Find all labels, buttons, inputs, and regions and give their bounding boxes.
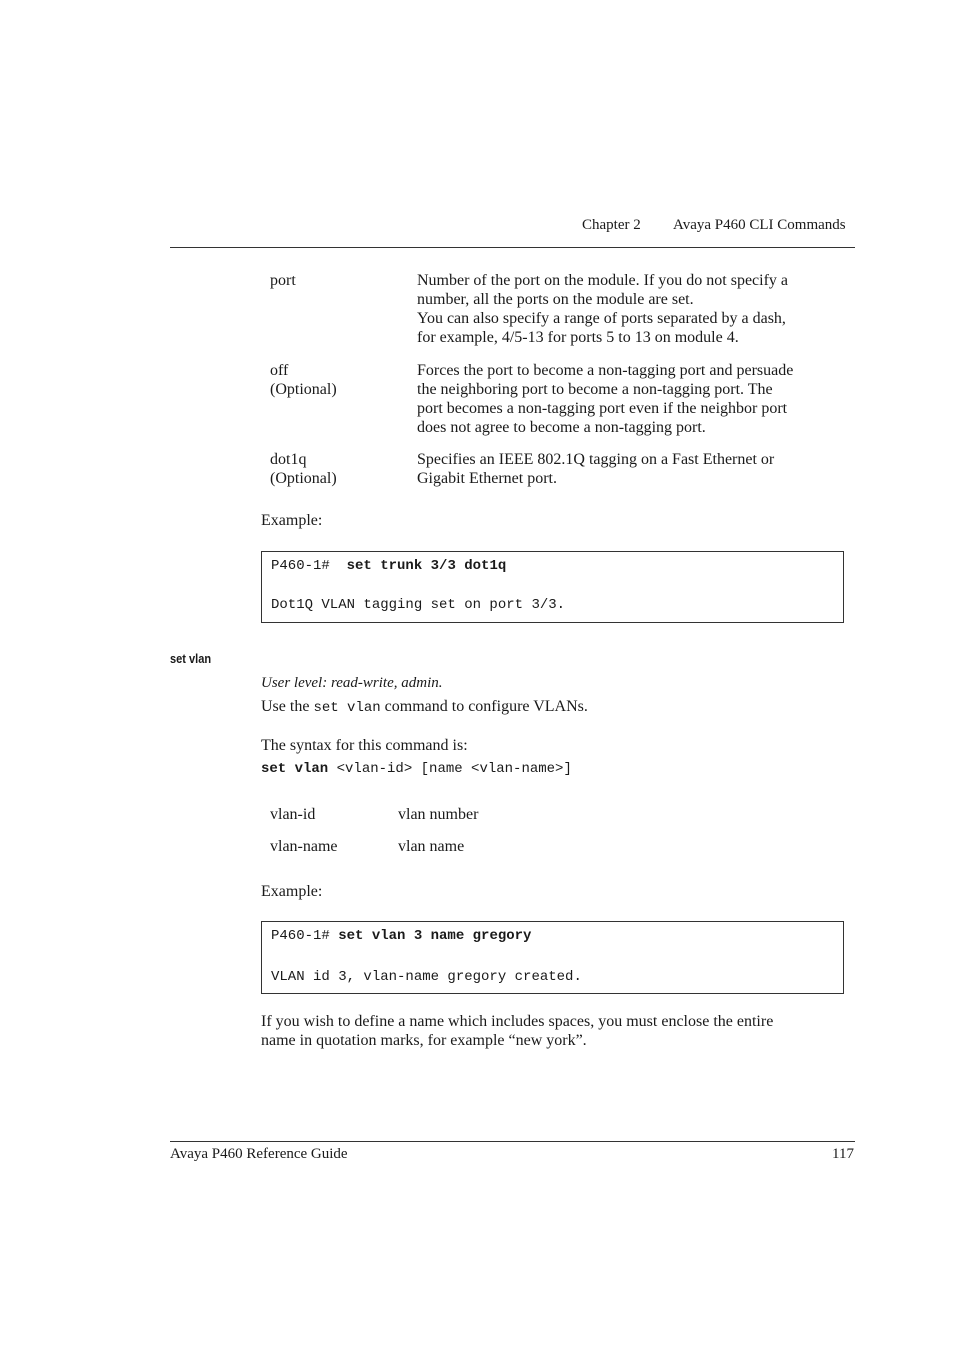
header-title: Avaya P460 CLI Commands (673, 217, 846, 233)
param-desc-off (417, 361, 793, 437)
name-line: (Optional) (270, 381, 337, 398)
desc-line: Gigabit Ethernet port. (417, 470, 557, 487)
param-name-vlan-id: vlan-id (270, 806, 316, 823)
code-output: Dot1Q VLAN tagging set on port 3/3. (271, 597, 566, 613)
code-example-1 (261, 551, 844, 623)
closing-note (261, 1012, 773, 1050)
desc-line: the neighboring port to become a non-tagging port. The (417, 381, 773, 398)
desc-line: Number of the port on the module. If you do not specify a (417, 272, 789, 289)
footer-page-number: 117 (832, 1146, 854, 1162)
code-line-command (271, 558, 506, 574)
user-level: User level: read-write, admin. (261, 675, 443, 691)
usage-sentence (261, 697, 588, 718)
code-prompt: P460-1# (271, 928, 330, 944)
syntax-intro: The syntax for this command is: (261, 737, 468, 754)
code-output: VLAN id 3, vlan-name gregory created. (271, 969, 582, 985)
code-command: set trunk 3/3 dot1q (346, 558, 507, 574)
name-line: dot1q (270, 451, 307, 468)
param-name-vlan-name: vlan-name (270, 838, 338, 855)
param-desc-vlan-id: vlan number (398, 806, 479, 823)
desc-line: number, all the ports on the module are set. (417, 291, 694, 308)
desc-line: Forces the port to become a non-tagging port and persuade (417, 362, 794, 379)
param-name-port: port (270, 272, 296, 289)
usage-command: set vlan (313, 700, 381, 716)
footer-rule (170, 1141, 855, 1142)
usage-prefix: Use the (261, 698, 310, 715)
usage-suffix: command to configure VLANs. (384, 698, 588, 715)
name-line: (Optional) (270, 470, 337, 487)
code-prompt: P460-1# (271, 558, 330, 574)
param-desc-vlan-name: vlan name (398, 838, 465, 855)
section-heading: set vlan (170, 651, 212, 666)
param-name-dot1q (270, 450, 337, 488)
note-line: name in quotation marks, for example “new york”. (261, 1032, 587, 1049)
syntax-command: set vlan (261, 761, 329, 777)
example-label-1: Example: (261, 512, 323, 529)
code-line-command (271, 928, 531, 944)
code-command: set vlan 3 name gregory (338, 928, 532, 944)
code-example-2 (261, 921, 844, 994)
syntax-args: <vlan-id> [name <vlan-name>] (336, 761, 572, 777)
example-label-2: Example: (261, 883, 323, 900)
syntax-line (261, 761, 572, 777)
footer-guide-title: Avaya P460 Reference Guide (170, 1146, 348, 1162)
header-chapter: Chapter 2 (582, 217, 641, 233)
param-desc-dot1q (417, 450, 774, 488)
note-line: If you wish to define a name which includes spaces, you must enclose the entire (261, 1013, 774, 1030)
desc-line: does not agree to become a non-tagging port. (417, 419, 706, 436)
name-line: off (270, 362, 289, 379)
desc-line: Specifies an IEEE 802.1Q tagging on a Fast Ethernet or (417, 451, 775, 468)
param-desc-port (417, 271, 788, 347)
desc-line: You can also specify a range of ports separated by a dash, (417, 310, 786, 327)
desc-line: for example, 4/5-13 for ports 5 to 13 on module 4. (417, 329, 739, 346)
desc-line: port becomes a non-tagging port even if the neighbor port (417, 400, 788, 417)
header-rule (170, 247, 855, 248)
param-name-off (270, 361, 337, 399)
